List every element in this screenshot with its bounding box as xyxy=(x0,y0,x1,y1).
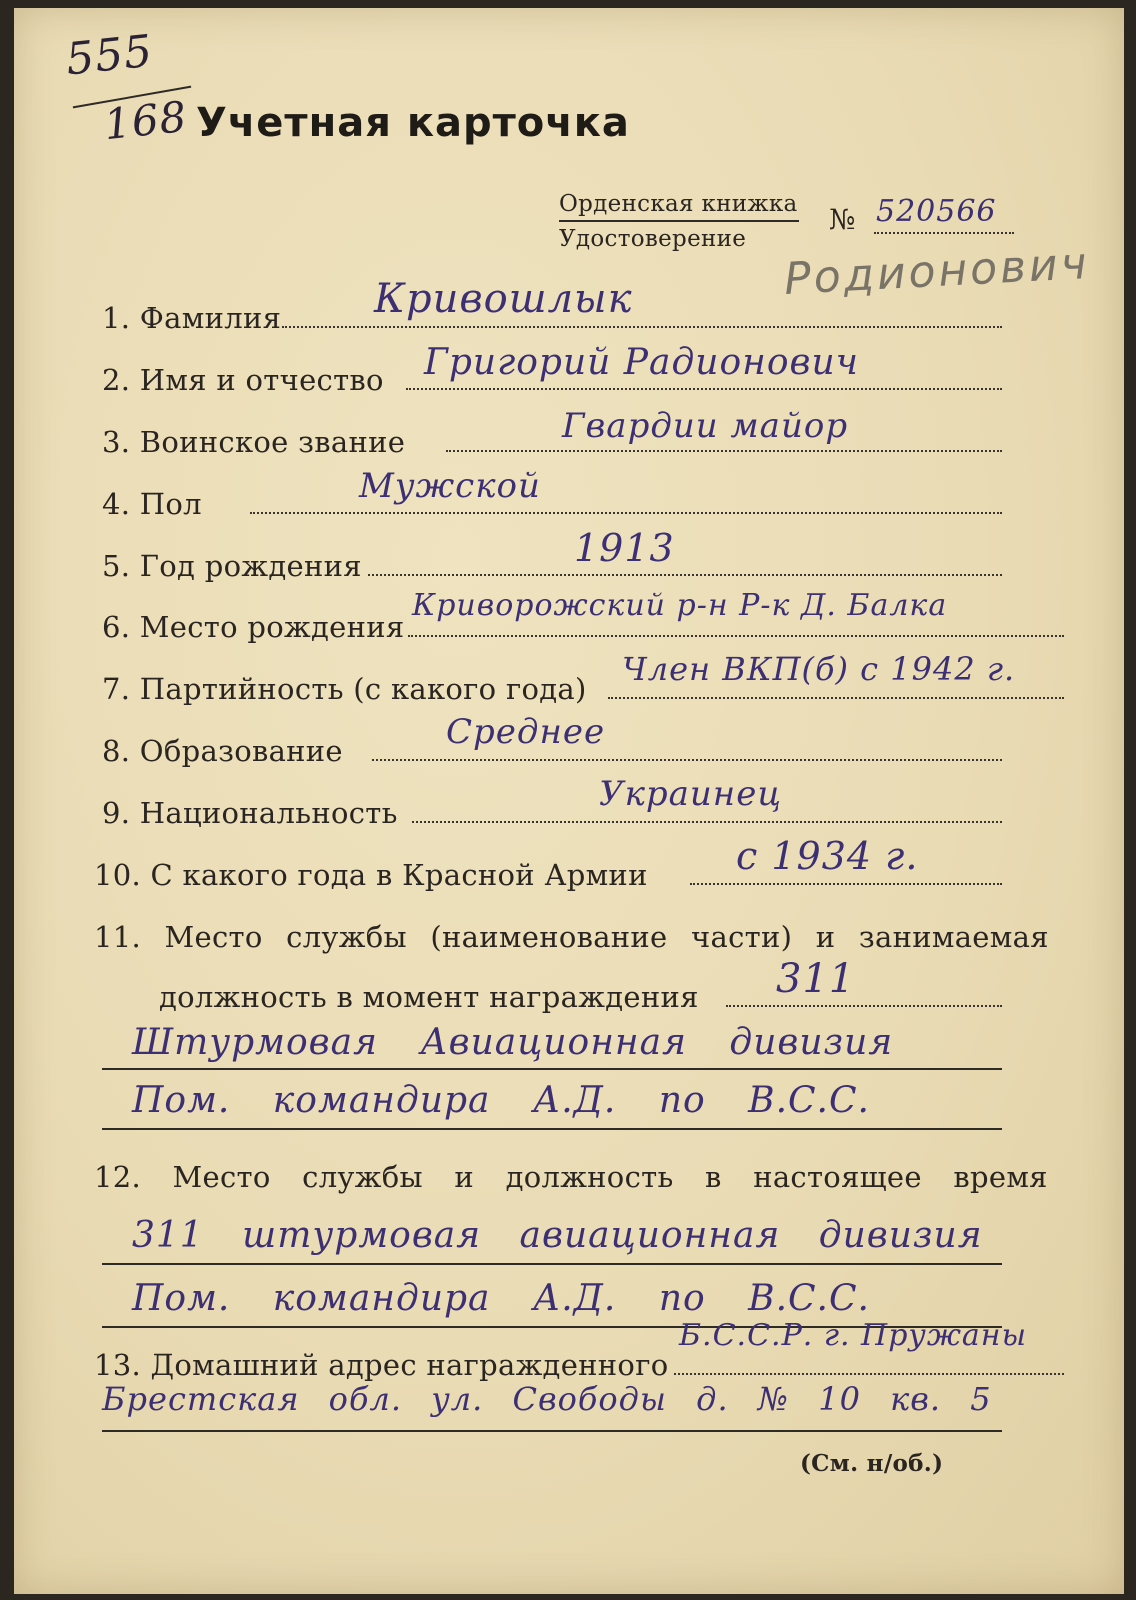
field-label-birthplace: 6. Место рождения xyxy=(102,610,405,644)
certificate-label: Удостоверение xyxy=(559,226,747,252)
field-label-name: 2. Имя и отчество xyxy=(102,363,384,397)
field-value-army-since: с 1934 г. xyxy=(736,834,919,878)
record-card xyxy=(14,8,1124,1594)
number-value: 520566 xyxy=(876,194,997,229)
field-label-sex: 4. Пол xyxy=(102,487,202,521)
field-line-name xyxy=(406,388,1002,390)
order-book-underline xyxy=(559,220,799,222)
footer-note: (См. н/об.) xyxy=(800,1450,944,1477)
field-label-birth-year: 5. Год рождения xyxy=(102,549,362,583)
field-value-party: Член ВКП(б) с 1942 г. xyxy=(622,650,1016,688)
field-label-army-since: 10. С какого года в Красной Армии xyxy=(94,858,648,892)
field11-value-line2: Пом. командира А.Д. по В.С.С. xyxy=(132,1080,870,1121)
field-label-education: 8. Образование xyxy=(102,734,343,768)
field-value-education: Среднее xyxy=(446,712,606,752)
field13-inline-line xyxy=(674,1373,1064,1375)
order-book-label: Орденская книжка xyxy=(559,191,798,217)
field-line-rank xyxy=(446,450,1002,452)
field11-label-line2: должность в момент награждения xyxy=(159,980,699,1014)
field11-label-line1: 11. Место службы (наименование части) и занимаемая xyxy=(94,920,1049,954)
field-value-sex: Мужской xyxy=(359,466,541,506)
field13-label: 13. Домашний адрес награжденного xyxy=(94,1348,669,1382)
corner-number-bottom: 168 xyxy=(101,91,190,150)
number-line xyxy=(874,232,1014,234)
field13-value-inline: Б.С.С.Р. г. Пружаны xyxy=(679,1318,1028,1353)
field-line-nationality xyxy=(412,821,1002,823)
field-label-surname: 1. Фамилия xyxy=(102,301,282,335)
field-label-party: 7. Партийность (с какого года) xyxy=(102,672,587,706)
card-title: Учетная карточка xyxy=(196,100,630,146)
pencil-note: Родионович xyxy=(782,238,1091,305)
field-line-surname xyxy=(282,326,1002,328)
field-line-birthplace xyxy=(408,635,1064,637)
field-value-birthplace: Криворожский р-н Р-к Д. Балка xyxy=(412,588,948,623)
field11-inline-line xyxy=(726,1005,1002,1007)
field-line-party xyxy=(608,697,1064,699)
field12-line1 xyxy=(102,1263,1002,1265)
field-value-rank: Гвардии майор xyxy=(562,406,849,446)
field-value-birth-year: 1913 xyxy=(574,526,675,570)
field11-line2 xyxy=(102,1128,1002,1130)
field-label-nationality: 9. Национальность xyxy=(102,796,398,830)
field-line-education xyxy=(372,759,1002,761)
field12-value-line1: 311 штурмовая авиационная дивизия xyxy=(132,1215,983,1256)
field-line-army-since xyxy=(690,883,1002,885)
field12-label: 12. Место службы и должность в настоящее время xyxy=(94,1160,1048,1194)
field13-line1 xyxy=(102,1430,1002,1432)
field-label-rank: 3. Воинское звание xyxy=(102,425,406,459)
corner-number-top: 555 xyxy=(63,25,156,86)
field11-line1 xyxy=(102,1068,1002,1070)
field-value-surname: Кривошлык xyxy=(374,276,633,322)
field13-value-line1: Брестская обл. ул. Свободы д. № 10 кв. 5 xyxy=(102,1380,992,1418)
field-value-nationality: Украинец xyxy=(599,774,783,814)
field-value-name: Григорий Радионович xyxy=(424,342,860,383)
field-line-sex xyxy=(250,512,1002,514)
field-line-birth-year xyxy=(368,574,1002,576)
number-sign: № xyxy=(829,203,856,236)
field11-value-line1: Штурмовая Авиационная дивизия xyxy=(132,1022,894,1063)
field11-value-inline: 311 xyxy=(776,956,856,1002)
field12-value-line2: Пом. командира А.Д. по В.С.С. xyxy=(132,1278,870,1319)
